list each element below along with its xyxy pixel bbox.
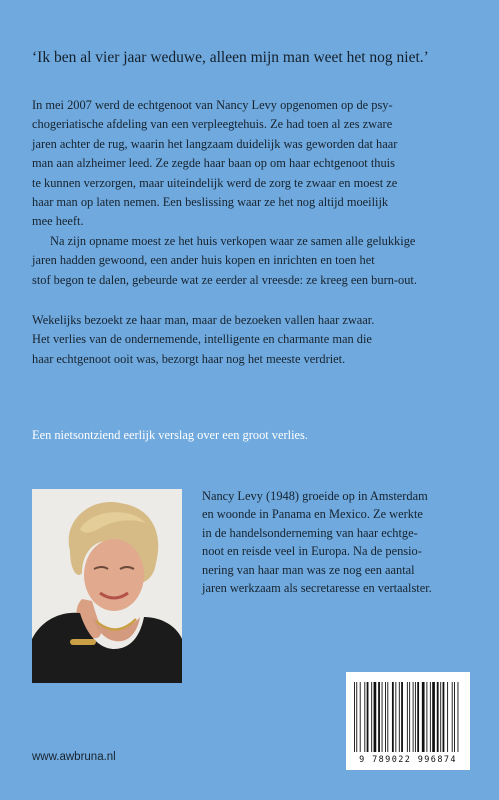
line: jaren achter de rug, waarin het langzaam duidelijk was geworden dat haar (32, 136, 398, 151)
barcode-bar (409, 682, 410, 752)
barcode-bar (452, 682, 453, 752)
barcode-bar (422, 682, 425, 752)
barcode-bar (437, 682, 439, 752)
paragraph-2 (32, 232, 470, 290)
isbn-number: 9 789022 996874 (359, 755, 457, 765)
line: man aan alzheimer leed. Ze zegde haar baan op om haar echtgenoot thuis (32, 156, 395, 171)
barcode-bar (360, 682, 361, 752)
barcode-bar (387, 682, 388, 752)
line: noot en reisde veel in Europa. Na de pensio- (202, 544, 422, 559)
line: chogeriatische afdeling van een verpleegtehuis. Ze had toen al zes zware (32, 117, 393, 132)
barcode-bars (354, 682, 462, 752)
author-bio (202, 487, 474, 597)
barcode-bar (354, 682, 355, 752)
barcode-bar (356, 682, 357, 752)
author-portrait-image (32, 489, 182, 683)
barcode-bar (392, 682, 394, 752)
blurb (32, 96, 470, 369)
isbn-barcode (346, 672, 470, 770)
barcode-bar (413, 682, 414, 752)
barcode-bar (382, 682, 383, 752)
line: nering van haar man was ze nog een aantal (202, 562, 415, 577)
barcode-bar (415, 682, 416, 752)
barcode-bar (367, 682, 369, 752)
highlight-tagline: Een nietsontziend eerlijk verslag over een groot verlies. (32, 428, 308, 442)
line: jaren hadden gewoond, een ander huis kopen en inrichten en toen het (32, 253, 375, 268)
line: Het verlies van de ondernemende, intelligente en charmante man die (32, 332, 372, 347)
barcode-bar (430, 682, 431, 752)
line: In mei 2007 werd de echtgenoot van Nancy Levy opgenomen op de psy- (32, 98, 393, 112)
barcode-bar (385, 682, 386, 752)
paragraph-1 (32, 96, 470, 232)
barcode-bar (407, 682, 408, 752)
author-photo (32, 489, 182, 683)
line: Nancy Levy (1948) groeide op in Amsterdam (202, 489, 428, 503)
barcode-bar (432, 682, 435, 752)
barcode-bar (401, 682, 403, 752)
line: haar man op laten nemen. Een beslissing waar ze het nog altijd moeilijk (32, 195, 389, 210)
barcode-bar (364, 682, 365, 752)
barcode-bar (458, 682, 459, 752)
barcode-bar (447, 682, 448, 752)
barcode-bar (440, 682, 441, 752)
publisher-url: www.awbruna.nl (32, 751, 116, 763)
barcode-bar (417, 682, 419, 752)
barcode-bar (395, 682, 396, 752)
barcode-bar (371, 682, 372, 752)
line: stof begon te dalen, gebeurde wat ze eerder al vreesde: ze kreeg een burn-out. (32, 272, 417, 287)
line: Wekelijks bezoekt ze haar man, maar de bezoeken vallen haar zwaar. (32, 313, 375, 328)
line: mee heeft. (32, 214, 84, 229)
barcode-bar (454, 682, 455, 752)
line: jaren werkzaam als secretaresse en vertaalster. (202, 581, 432, 596)
barcode-bar (374, 682, 377, 752)
paragraph-3 (32, 311, 470, 369)
barcode-bar (399, 682, 400, 752)
barcode-bar (443, 682, 445, 752)
barcode-bar (426, 682, 427, 752)
tagline-quote: ‘Ik ben al vier jaar weduwe, alleen mijn man weet het nog niet.’ (32, 49, 429, 66)
line: in de handelsonderneming van haar echtge- (202, 525, 418, 540)
barcode-bar (378, 682, 380, 752)
line: haar echtgenoot ooit was, bezorgt haar nog het meeste verdriet. (32, 351, 346, 366)
line: te kunnen verzorgen, maar uiteindelijk werd de zorg te zwaar en moest ze (32, 175, 398, 190)
line: Na zijn opname moest ze het huis verkopen waar ze samen alle gelukkige (50, 233, 416, 248)
line: en woonde in Panama en Mexico. Ze werkte (202, 507, 423, 522)
